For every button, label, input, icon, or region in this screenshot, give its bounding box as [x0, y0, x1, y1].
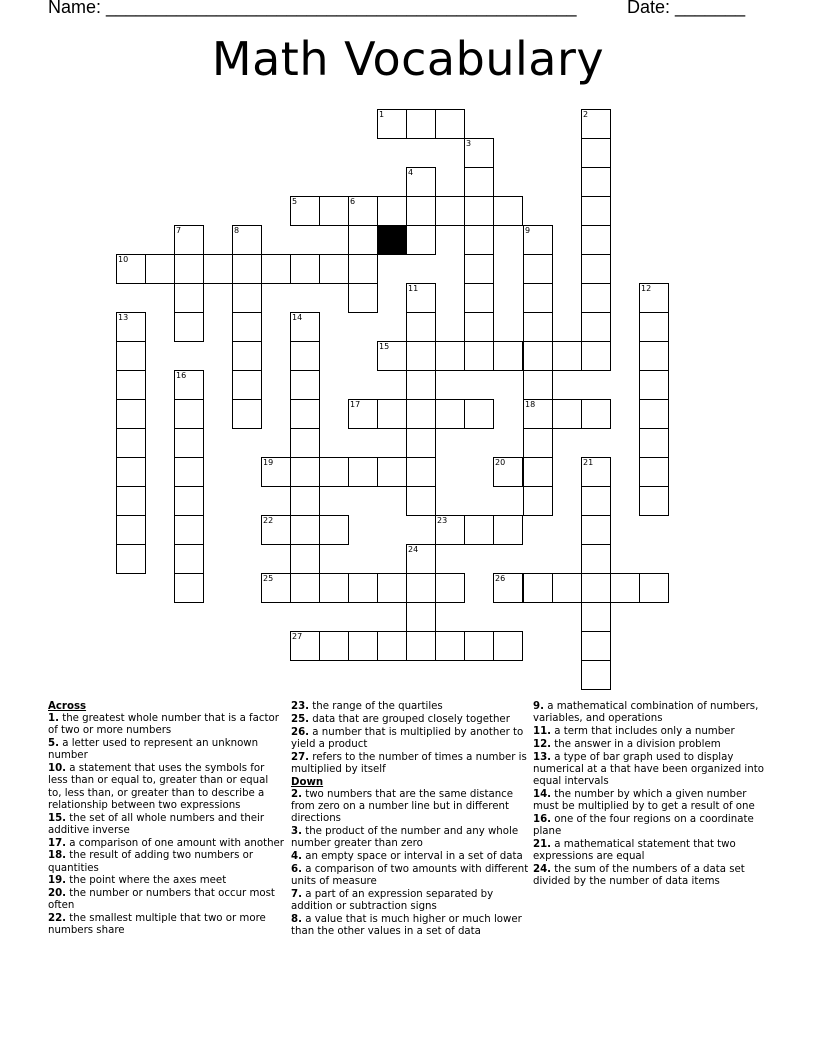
crossword-cell[interactable]: [493, 196, 523, 226]
crossword-cell[interactable]: [290, 486, 320, 516]
clue-number-label: 15: [379, 342, 390, 351]
clue-item: [291, 727, 529, 751]
crossword-cell[interactable]: [290, 428, 320, 458]
crossword-cell[interactable]: [581, 283, 611, 313]
crossword-cell[interactable]: [406, 312, 436, 342]
crossword-cell[interactable]: [581, 515, 611, 545]
clue-text: a type of bar graph used to display numerical at a that have been organized into equal intervals: [533, 751, 764, 787]
clue-text: a letter used to represent an unknown number: [48, 738, 259, 762]
crossword-cell[interactable]: [319, 254, 349, 284]
clue-item: [291, 752, 529, 776]
crossword-cell[interactable]: [523, 573, 553, 603]
crossword-cell[interactable]: [319, 573, 349, 603]
clue-number: 8.: [291, 913, 302, 925]
clue-number-label: 3: [466, 139, 472, 148]
crossword-cell[interactable]: [581, 544, 611, 574]
crossword-cell[interactable]: [319, 631, 349, 661]
clue-item: [533, 839, 773, 863]
crossword-cell[interactable]: [290, 457, 320, 487]
clue-item: [48, 888, 284, 912]
crossword-cell[interactable]: [406, 457, 436, 487]
crossword-cell[interactable]: [377, 631, 407, 661]
clue-item: [48, 738, 284, 762]
down-clue-list-continued: [533, 701, 773, 888]
clue-number: 1.: [48, 713, 59, 725]
crossword-cell[interactable]: [290, 515, 320, 545]
crossword-cell[interactable]: [290, 544, 320, 574]
crossword-cell[interactable]: [348, 631, 378, 661]
crossword-cell[interactable]: [581, 341, 611, 371]
clue-number-label: 8: [234, 226, 240, 235]
clue-number-label: 24: [408, 545, 419, 554]
clue-number-label: 19: [263, 458, 274, 467]
crossword-cell[interactable]: [464, 283, 494, 313]
clue-item: [533, 752, 773, 789]
crossword-cell[interactable]: [435, 399, 465, 429]
crossword-cell[interactable]: [610, 573, 640, 603]
crossword-cell[interactable]: [348, 573, 378, 603]
clue-number-label: 18: [525, 400, 536, 409]
crossword-cell[interactable]: [581, 399, 611, 429]
clue-number: 4.: [291, 851, 302, 862]
crossword-cell[interactable]: [581, 660, 611, 690]
clue-item: [291, 826, 529, 850]
clue-text: data that are grouped closely together: [309, 713, 510, 725]
crossword-cell[interactable]: [435, 196, 465, 226]
crossword-cell[interactable]: [174, 428, 204, 458]
crossword-cell[interactable]: [581, 602, 611, 632]
clue-item: [533, 726, 773, 738]
clue-number-label: 7: [176, 226, 182, 235]
crossword-cell[interactable]: [290, 341, 320, 371]
crossword-cell[interactable]: [232, 370, 262, 400]
crossword-cell[interactable]: [523, 370, 553, 400]
clue-number-label: 12: [641, 284, 652, 293]
crossword-cell[interactable]: [116, 457, 146, 487]
clue-number-label: 5: [292, 197, 298, 206]
clue-number: 7.: [291, 888, 302, 900]
clue-number-label: 17: [350, 400, 361, 409]
clue-item: [48, 763, 284, 812]
crossword-cell[interactable]: [116, 428, 146, 458]
clue-text: a number that is multiplied by another to yield a product: [291, 726, 524, 750]
clue-number: 10.: [48, 763, 67, 775]
clue-item: [291, 789, 529, 826]
crossword-cell[interactable]: [639, 486, 669, 516]
crossword-cell[interactable]: [639, 370, 669, 400]
date-field[interactable]: Date: _______: [627, 0, 746, 17]
clue-item: [291, 889, 529, 913]
clue-item: [48, 713, 284, 737]
crossword-cell[interactable]: [377, 457, 407, 487]
crossword-cell[interactable]: [523, 428, 553, 458]
crossword-cell[interactable]: [174, 486, 204, 516]
crossword-cell[interactable]: [116, 399, 146, 429]
crossword-cell[interactable]: [290, 370, 320, 400]
clue-number: 6.: [291, 863, 302, 875]
clue-item: [533, 814, 773, 838]
clue-item: [291, 851, 529, 863]
clue-number: 25.: [291, 713, 310, 725]
crossword-cell[interactable]: [406, 573, 436, 603]
clue-item: [48, 838, 284, 850]
clue-text: the greatest whole number that is a factor of two or more numbers: [48, 713, 279, 737]
clue-item: [291, 714, 529, 726]
clue-number: 24.: [533, 863, 552, 875]
clue-number-label: 1: [379, 110, 385, 119]
crossword-cell[interactable]: [552, 573, 582, 603]
clue-text: the product of the number and any whole number greater than zero: [291, 826, 519, 850]
crossword-cell[interactable]: [406, 631, 436, 661]
clue-number-label: 22: [263, 516, 274, 525]
clue-number-label: 16: [176, 371, 187, 380]
crossword-cell[interactable]: [523, 341, 553, 371]
clue-text: a statement that uses the symbols for less than or equal to, greater than or equal to, less than, or greater than to describe a relationship between two expressions: [48, 763, 269, 811]
crossword-cell[interactable]: [464, 254, 494, 284]
clue-text: the result of adding two numbers or quantities: [48, 850, 254, 874]
clue-text: a value that is much higher or much lower than the other values in a set of data: [291, 913, 522, 937]
clue-item: [533, 701, 773, 725]
clue-number: 15.: [48, 812, 67, 824]
clue-number: 18.: [48, 850, 67, 862]
crossword-cell[interactable]: [523, 312, 553, 342]
crossword-cell[interactable]: [406, 225, 436, 255]
crossword-cell[interactable]: [174, 312, 204, 342]
crossword-cell[interactable]: [174, 399, 204, 429]
crossword-cell[interactable]: [406, 109, 436, 139]
crossword-cell[interactable]: [493, 515, 523, 545]
clue-item: [48, 875, 284, 887]
crossword-cell[interactable]: [290, 399, 320, 429]
clues-column-3: [533, 701, 773, 889]
clue-number-label: 11: [408, 284, 419, 293]
clue-item: [291, 914, 529, 938]
crossword-cell[interactable]: [174, 573, 204, 603]
crossword-cell[interactable]: [464, 631, 494, 661]
crossword-cell[interactable]: [639, 312, 669, 342]
crossword-cell[interactable]: [464, 196, 494, 226]
clue-item: [533, 789, 773, 813]
crossword-cell[interactable]: [493, 341, 523, 371]
crossword-cell[interactable]: [581, 138, 611, 168]
crossword-cell[interactable]: [290, 573, 320, 603]
across-clue-list: [48, 713, 284, 937]
clue-text: a mathematical combination of numbers, variables, and operations: [533, 701, 759, 725]
clue-item: [533, 864, 773, 888]
crossword-cell[interactable]: [523, 457, 553, 487]
clue-number-label: 23: [437, 516, 448, 525]
crossword-cell[interactable]: [145, 254, 175, 284]
crossword-cell[interactable]: [464, 341, 494, 371]
crossword-cell[interactable]: [406, 486, 436, 516]
clue-number: 13.: [533, 751, 552, 763]
clue-number-label: 20: [495, 458, 506, 467]
crossword-cell[interactable]: [552, 399, 582, 429]
clue-number-label: 27: [292, 632, 303, 641]
clue-item: [291, 864, 529, 888]
clue-number: 22.: [48, 913, 67, 925]
clue-text: the number by which a given number must be multiplied by to get a result of one: [533, 788, 755, 812]
crossword-cell[interactable]: [319, 196, 349, 226]
clue-text: the range of the quartiles: [309, 701, 443, 712]
crossword-cell[interactable]: [464, 167, 494, 197]
crossword-cell[interactable]: [377, 399, 407, 429]
clue-text: a mathematical statement that two expressions are equal: [533, 838, 736, 862]
crossword-cell[interactable]: [174, 283, 204, 313]
clue-text: refers to the number of times a number is multiplied by itself: [291, 751, 527, 775]
crossword-cell[interactable]: [406, 196, 436, 226]
across-heading: Across: [48, 701, 87, 712]
crossword-cell[interactable]: [523, 254, 553, 284]
clue-text: a term that includes only a number: [551, 726, 735, 737]
clue-number-label: 6: [350, 197, 356, 206]
crossword-cell[interactable]: [639, 457, 669, 487]
crossword-cell[interactable]: [523, 283, 553, 313]
crossword-cell[interactable]: [406, 428, 436, 458]
clue-item: [48, 813, 284, 837]
crossword-cell[interactable]: [232, 283, 262, 313]
crossword-cell[interactable]: [377, 573, 407, 603]
across-clue-list-continued: [291, 701, 529, 776]
crossword-cell[interactable]: [232, 254, 262, 284]
clue-number: 11.: [533, 726, 552, 737]
name-field[interactable]: Name: _______________________________________________: [48, 0, 577, 17]
crossword-cell[interactable]: [581, 631, 611, 661]
crossword-cell[interactable]: [348, 225, 378, 255]
crossword-cell[interactable]: [464, 312, 494, 342]
clue-number: 3.: [291, 826, 302, 837]
crossword-cell[interactable]: [639, 428, 669, 458]
clue-text: the point where the axes meet: [66, 875, 227, 887]
clue-number: 9.: [533, 701, 544, 712]
crossword-cell[interactable]: [348, 457, 378, 487]
crossword-cell[interactable]: [464, 399, 494, 429]
crossword-cell[interactable]: [552, 341, 582, 371]
crossword-cell[interactable]: [232, 312, 262, 342]
clue-text: a part of an expression separated by addition or subtraction signs: [291, 888, 494, 912]
crossword-cell[interactable]: [581, 312, 611, 342]
clue-number: 2.: [291, 788, 302, 800]
clues-column-1: [48, 701, 284, 938]
crossword-cell[interactable]: [348, 283, 378, 313]
crossword-cell[interactable]: [116, 544, 146, 574]
crossword-cell[interactable]: [581, 196, 611, 226]
clue-number: 16.: [533, 813, 552, 825]
clue-number: 21.: [533, 838, 552, 850]
clue-number: 14.: [533, 788, 552, 800]
crossword-cell[interactable]: [203, 254, 233, 284]
clue-number: 27.: [291, 751, 310, 763]
clue-number: 23.: [291, 701, 310, 712]
clue-number-label: 10: [118, 255, 129, 264]
crossword-cell[interactable]: [581, 573, 611, 603]
clue-text: the answer in a division problem: [551, 738, 721, 750]
clue-text: a comparison of one amount with another: [66, 837, 284, 849]
crossword-cell[interactable]: [261, 254, 291, 284]
crossword-cell[interactable]: [319, 515, 349, 545]
clue-number-label: 9: [525, 226, 531, 235]
clue-number: 17.: [48, 837, 67, 849]
clue-number-label: 13: [118, 313, 129, 322]
crossword-cell[interactable]: [232, 399, 262, 429]
crossword-cell[interactable]: [581, 486, 611, 516]
crossword-cell[interactable]: [232, 341, 262, 371]
clue-number-label: 4: [408, 168, 414, 177]
crossword-cell[interactable]: [174, 515, 204, 545]
clue-number: 5.: [48, 738, 59, 750]
clue-text: a comparison of two amounts with different units of measure: [291, 863, 529, 887]
down-clue-list: [291, 789, 529, 938]
clue-text: the set of all whole numbers and their additive inverse: [48, 812, 265, 836]
clues-column-2: [291, 701, 529, 939]
clue-text: the number or numbers that occur most often: [48, 888, 275, 912]
crossword-cell[interactable]: [581, 225, 611, 255]
crossword-cell[interactable]: [639, 573, 669, 603]
clue-item: [48, 850, 284, 874]
crossword-cell[interactable]: [174, 457, 204, 487]
clue-number: 19.: [48, 875, 67, 887]
crossword-cell[interactable]: [377, 196, 407, 226]
clue-text: an empty space or interval in a set of data: [301, 851, 523, 862]
crossword-cell[interactable]: [493, 631, 523, 661]
crossword-cell[interactable]: [174, 254, 204, 284]
crossword-cell[interactable]: [435, 573, 465, 603]
clue-number: 26.: [291, 726, 310, 738]
crossword-cell[interactable]: [406, 602, 436, 632]
clue-text: two numbers that are the same distance from zero on a number line but in different directions: [291, 788, 514, 825]
crossword-cell[interactable]: [116, 486, 146, 516]
page-title: Math Vocabulary: [211, 32, 605, 86]
crossword-cell[interactable]: [116, 515, 146, 545]
crossword-cell[interactable]: [581, 167, 611, 197]
clue-text: the sum of the numbers of a data set divided by the number of data items: [533, 863, 745, 887]
crossword-cell[interactable]: [464, 225, 494, 255]
clue-number: 20.: [48, 888, 67, 900]
crossword-cell[interactable]: [639, 341, 669, 371]
crossword-cell[interactable]: [435, 109, 465, 139]
clue-number-label: 2: [583, 110, 589, 119]
crossword-cell[interactable]: [406, 399, 436, 429]
crossword-cell[interactable]: [406, 370, 436, 400]
clue-text: one of the four regions on a coordinate plane: [533, 813, 754, 837]
clue-number-label: 26: [495, 574, 506, 583]
crossword-cell[interactable]: [406, 341, 436, 371]
clue-item: [533, 739, 773, 751]
clue-number-label: 25: [263, 574, 274, 583]
crossword-cell[interactable]: [523, 486, 553, 516]
crossword-black-cell: [377, 225, 407, 255]
crossword-cell[interactable]: [464, 515, 494, 545]
down-heading: Down: [291, 776, 324, 788]
clue-number-label: 14: [292, 313, 303, 322]
crossword-cell[interactable]: [639, 399, 669, 429]
crossword-cell[interactable]: [581, 254, 611, 284]
clue-item: [291, 701, 529, 713]
crossword-cell[interactable]: [435, 341, 465, 371]
crossword-cell[interactable]: [290, 254, 320, 284]
crossword-cell[interactable]: [116, 370, 146, 400]
clue-number: 12.: [533, 738, 552, 750]
crossword-cell[interactable]: [319, 457, 349, 487]
crossword-cell[interactable]: [435, 631, 465, 661]
clue-number-label: 21: [583, 458, 594, 467]
clue-text: the smallest multiple that two or more numbers share: [48, 913, 266, 937]
crossword-cell[interactable]: [116, 341, 146, 371]
crossword-cell[interactable]: [174, 544, 204, 574]
crossword-cell[interactable]: [348, 254, 378, 284]
clue-item: [48, 913, 284, 937]
